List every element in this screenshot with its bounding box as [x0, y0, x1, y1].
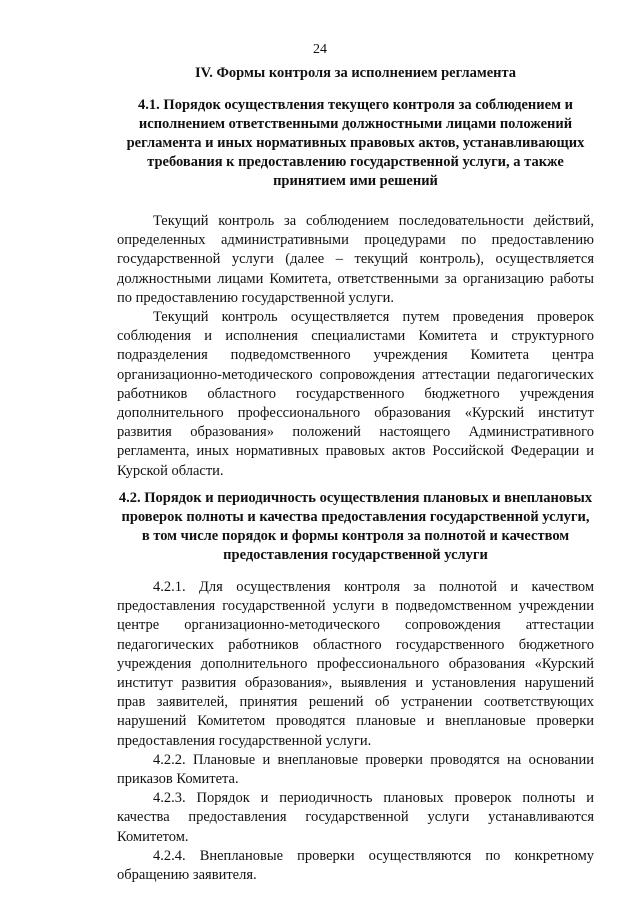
- section-title: IV. Формы контроля за исполнением регламента: [194, 65, 517, 81]
- page-number: 24: [313, 42, 327, 57]
- subsection-4-2-body: [117, 578, 594, 885]
- subsection-4-1-body: [117, 212, 594, 481]
- subsection-4-2-heading: 4.2. Порядок и периодичность осуществления плановых и внеплановых проверок полноты и качества предоставления государственной услуги, в том числе порядок и формы контроля за полнотой и качеством предоставления государственной услуги: [118, 490, 593, 563]
- paragraph-4-2-4: 4.2.4. Внеплановые проверки осуществляются по конкретному обращению заявителя.: [117, 847, 594, 884]
- paragraph-4-2-2: 4.2.2. Плановые и внеплановые проверки проводятся на основании приказов Комитета.: [117, 751, 594, 788]
- subsection-4-2-heading-block: [117, 489, 594, 565]
- subsection-4-1-heading-block: [117, 96, 594, 191]
- section-title-block: [117, 64, 594, 83]
- paragraph-4-2-3: 4.2.3. Порядок и периодичность плановых проверок полноты и качества предоставления государственной услуги устанавливаются Комитетом.: [117, 790, 594, 845]
- paragraph-control-method: Текущий контроль осуществляется путем проведения проверок соблюдения и исполнения специалистами Комитета и структурного подразделения подведомственного учреждения Комитета центра организационно-методического сопровождения аттестации педагогических работников областного государственного бюджетного учреждения дополнительного профессионального образования «Курский институт развития образования» положений настоящего Административного регламента, иных нормативных правовых актов Российской Федерации и Курской области.: [117, 309, 594, 479]
- paragraph-4-2-1: 4.2.1. Для осуществления контроля за полнотой и качеством предоставления государственной услуги в подведомственном учреждении центре организационно-методического сопровождения аттестации педагогических работников областного государственного бюджетного учреждения дополнительного профессионального образования «Курский институт развития образования», выявления и установления нарушений прав заявителей, принятия решений об устранении соответствующих нарушений Комитетом проводятся плановые и внеплановые проверки предоставления государственной услуги.: [117, 579, 594, 749]
- subsection-4-1-heading: 4.1. Порядок осуществления текущего контроля за соблюдением и исполнением ответственными должностными лицами положений регламента и иных нормативных правовых актов, устанавливающих требования к предоставлению государственной услуги, а также принятием ими решений: [126, 97, 585, 189]
- paragraph-current-control: Текущий контроль за соблюдением последовательности действий, определенных административными процедурами по предоставлению государственной услуги (далее – текущий контроль), осуществляется должностными лицами Комитета, ответственными за организацию работы по предоставлению государственной услуги.: [117, 213, 594, 306]
